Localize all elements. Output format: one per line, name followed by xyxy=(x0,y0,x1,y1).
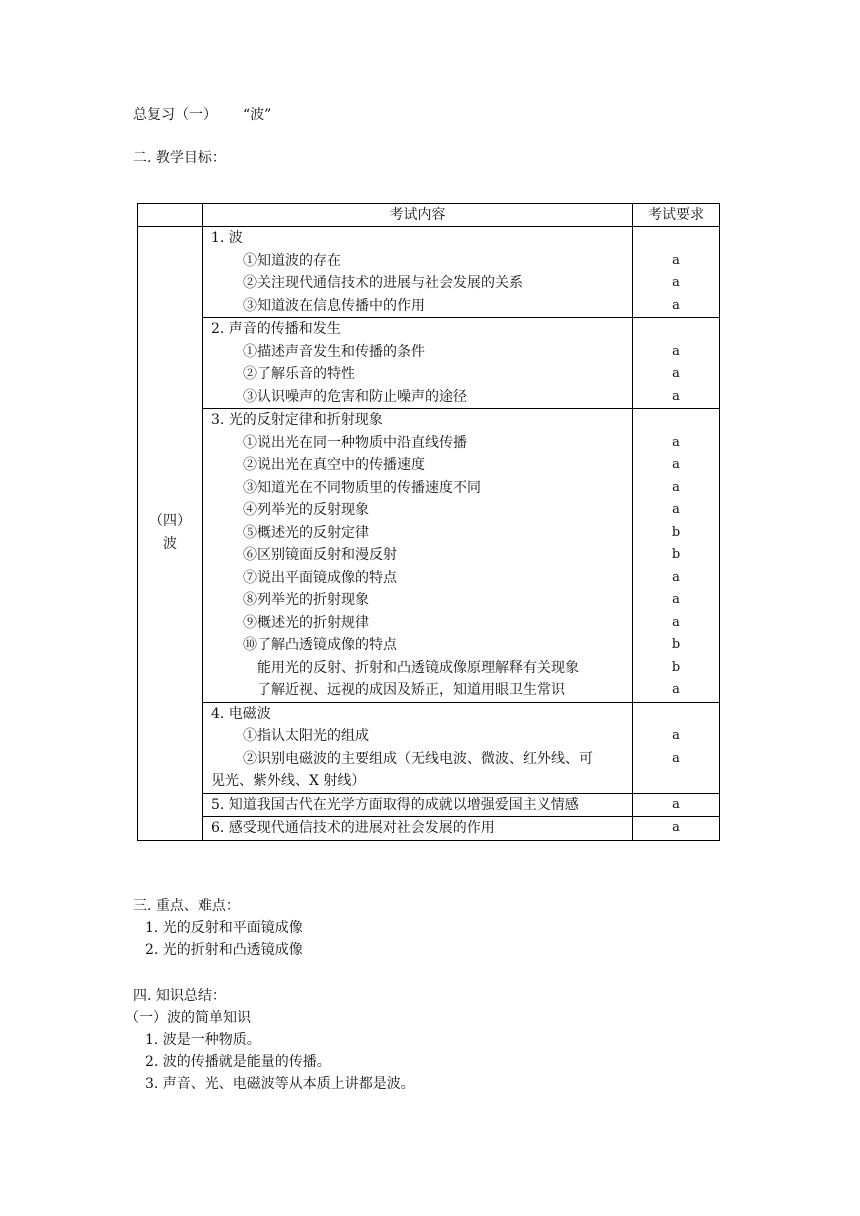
table-row xyxy=(138,409,720,703)
table-header-row xyxy=(138,204,720,227)
section-4-heading: 四. 知识总结： xyxy=(133,988,226,1004)
requirement-cell xyxy=(633,817,720,841)
list-item: 了解近视、远视的成因及矫正，知道用眼卫生常识 xyxy=(257,682,565,698)
list-item: ④列举光的反射现象 xyxy=(243,502,369,518)
requirement-level: a xyxy=(672,569,680,585)
requirement-cell xyxy=(633,793,720,817)
list-item: ②关注现代通信技术的进展与社会发展的关系 xyxy=(243,275,523,291)
table-row xyxy=(138,702,720,793)
list-item: ③认识噪声的危害和防止噪声的途径 xyxy=(243,388,467,405)
requirement-level: a xyxy=(672,479,680,495)
list-item: ①指认太阳光的组成 xyxy=(243,728,369,744)
table-row xyxy=(138,318,720,409)
requirement-level: a xyxy=(672,820,680,835)
list-item-continuation: 见光、紫外线、X 射线） xyxy=(211,773,366,789)
content-cell xyxy=(203,318,633,409)
requirement-level: a xyxy=(672,614,680,630)
section-2-heading: 二. 教学目标： xyxy=(133,150,226,166)
list-item: 2. 光的折射和凸透镜成像 xyxy=(145,942,303,958)
section-3-heading: 三. 重点、难点： xyxy=(133,898,240,914)
unit-name: 波 xyxy=(163,536,177,553)
content-cell xyxy=(203,793,633,817)
unit-cell xyxy=(138,227,203,841)
list-item: ⑦说出平面镜成像的特点 xyxy=(243,569,397,586)
list-item: ⑧列举光的折射现象 xyxy=(243,592,369,608)
list-item: 能用光的反射、折射和凸透镜成像原理解释有关现象 xyxy=(257,659,579,676)
requirement-level: a xyxy=(672,297,680,313)
requirement-cell xyxy=(633,409,720,703)
group-heading: 4. 电磁波 xyxy=(211,705,271,722)
requirement-level: b xyxy=(671,524,681,540)
requirement-level: a xyxy=(672,388,680,404)
requirement-cell xyxy=(633,227,720,318)
list-item: 3. 声音、光、电磁波等从本质上讲都是波。 xyxy=(145,1076,415,1092)
group-heading: 2. 声音的传播和发生 xyxy=(211,321,341,337)
title-main: 总复习（一） xyxy=(133,107,217,123)
requirement-level: a xyxy=(672,343,680,359)
section-4 xyxy=(125,985,415,1095)
list-item: ②了解乐音的特性 xyxy=(243,366,355,382)
requirement-level: a xyxy=(672,502,680,517)
teaching-goals-table xyxy=(137,203,720,841)
section-3 xyxy=(133,895,303,961)
content-cell xyxy=(203,227,633,318)
list-item: ⑥区别镜面反射和漫反射 xyxy=(243,547,397,563)
content-cell xyxy=(203,702,633,793)
list-item: ①知道波的存在 xyxy=(243,252,341,269)
content-cell xyxy=(203,409,633,703)
requirement-level: a xyxy=(672,366,680,381)
content-cell xyxy=(203,817,633,841)
requirement-level: a xyxy=(672,434,680,450)
list-item: ②识别电磁波的主要组成（无线电波、微波、红外线、可 xyxy=(243,750,593,767)
requirement-cell xyxy=(633,318,720,409)
requirement-cell xyxy=(633,702,720,793)
requirement-level: a xyxy=(672,750,680,766)
requirement-level: a xyxy=(672,457,680,472)
list-item: ⑤概述光的反射定律 xyxy=(243,524,369,541)
header-cell-requirement: 考试要求 xyxy=(633,204,720,227)
list-item: ②说出光在真空中的传播速度 xyxy=(243,457,425,473)
group-heading: 1. 波 xyxy=(211,230,243,246)
requirement-level: a xyxy=(672,796,680,812)
title-topic: “波” xyxy=(243,107,272,123)
requirement-level: b xyxy=(671,547,681,562)
list-item: 2. 波的传播就是能量的传播。 xyxy=(145,1054,331,1070)
group-heading: 3. 光的反射定律和折射现象 xyxy=(211,412,383,428)
list-item: ③知道光在不同物质里的传播速度不同 xyxy=(243,479,481,496)
list-item: ③知道波在信息传播中的作用 xyxy=(243,297,425,314)
requirement-level: a xyxy=(672,252,680,268)
header-cell-unit xyxy=(138,204,203,227)
section-4-subheading: （一）波的简单知识 xyxy=(125,1010,251,1026)
list-item: 1. 波是一种物质。 xyxy=(145,1032,261,1048)
list-item: ⑩了解凸透镜成像的特点 xyxy=(243,637,397,653)
table-row xyxy=(138,227,720,318)
group-heading: 5. 知道我国古代在光学方面取得的成就以增强爱国主义情感 xyxy=(211,796,579,813)
group-heading: 6. 感受现代通信技术的进展对社会发展的作用 xyxy=(211,820,495,836)
unit-number: （四） xyxy=(149,513,191,530)
requirement-level: a xyxy=(672,275,680,290)
requirement-level: a xyxy=(672,728,680,743)
document-title xyxy=(133,104,271,126)
header-cell-content: 考试内容 xyxy=(203,204,633,227)
requirement-level: a xyxy=(672,592,680,607)
list-item: ①说出光在同一种物质中沿直线传播 xyxy=(243,434,467,451)
table-row xyxy=(138,793,720,817)
list-item: ⑨概述光的折射规律 xyxy=(243,614,369,631)
requirement-level: b xyxy=(671,659,681,675)
table-row xyxy=(138,817,720,841)
requirement-level: a xyxy=(672,682,680,697)
list-item: 1. 光的反射和平面镜成像 xyxy=(145,920,303,936)
requirement-level: b xyxy=(671,637,681,652)
list-item: ①描述声音发生和传播的条件 xyxy=(243,343,425,360)
